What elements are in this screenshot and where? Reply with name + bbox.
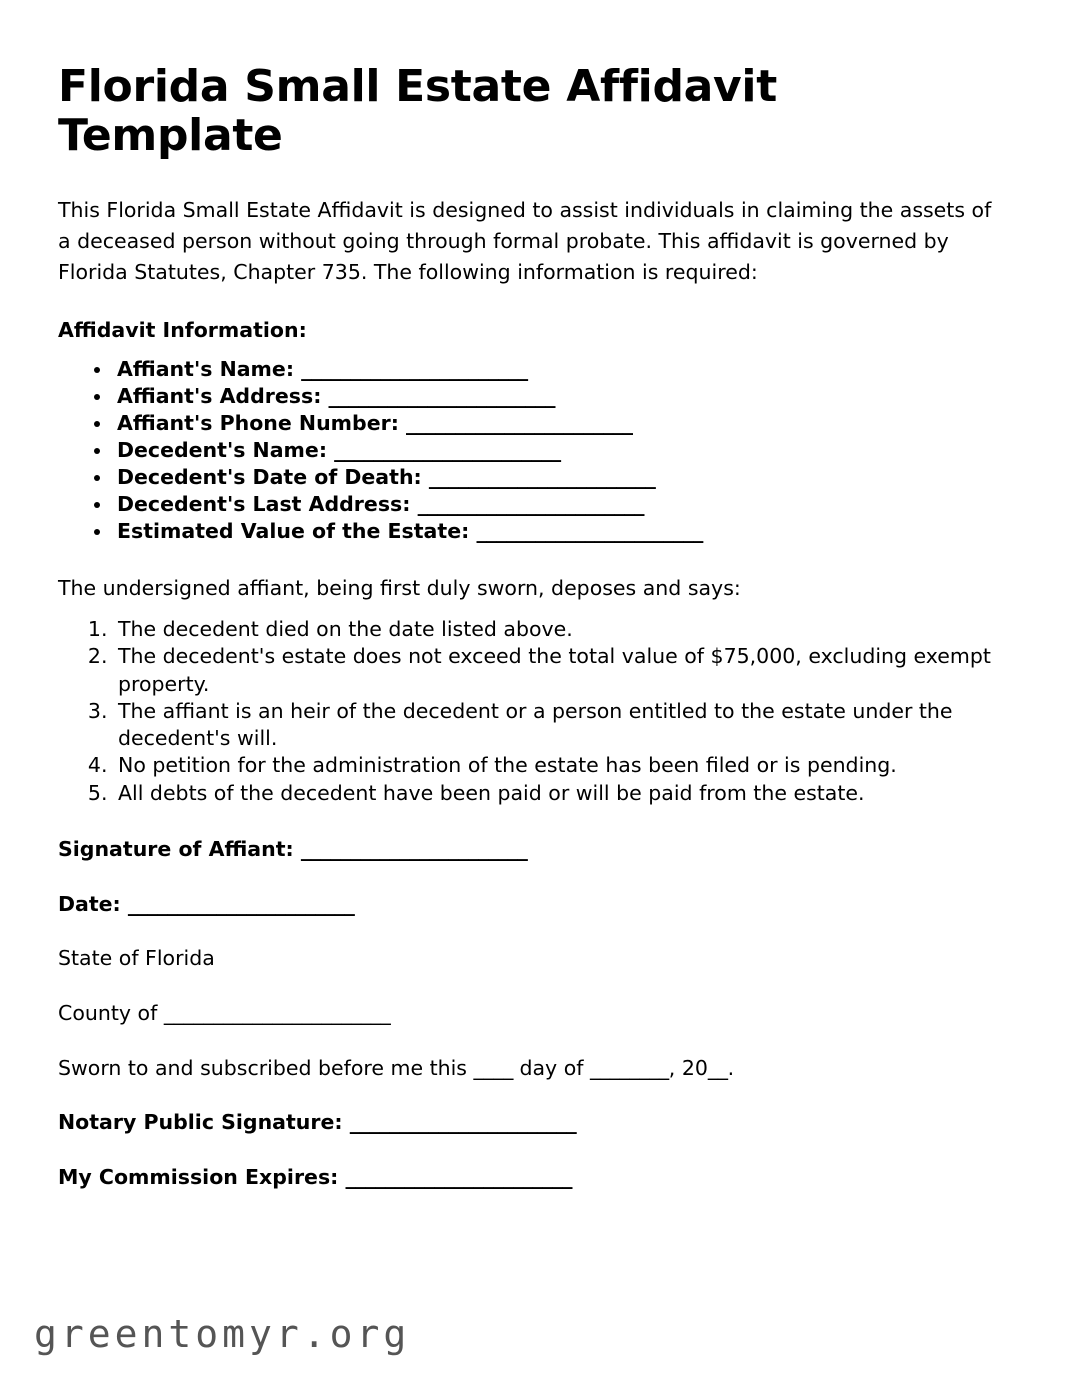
notary-signature-label: Notary Public Signature: xyxy=(58,1110,343,1135)
footer-watermark: greentomyr.org xyxy=(34,1312,411,1356)
county-line xyxy=(58,999,1007,1028)
sworn-subscribed-line xyxy=(58,1054,1007,1083)
list-item: 4. No petition for the administration of the estate has been filed or is pending. xyxy=(114,752,1007,779)
list-item xyxy=(113,491,1007,518)
field-label: Estimated Value of the Estate: xyxy=(117,519,470,544)
field-blank[interactable]: _______________________ xyxy=(476,519,703,544)
field-blank[interactable]: _______________________ xyxy=(428,465,656,490)
field-label: Decedent's Date of Death: xyxy=(117,465,422,490)
field-label: Affiant's Name: xyxy=(117,357,295,381)
affiant-signature-line xyxy=(58,835,1007,864)
affidavit-information-heading: Affidavit Information: xyxy=(58,318,307,342)
notary-signature-blank[interactable]: _______________________ xyxy=(349,1110,577,1135)
sworn-day-blank[interactable]: ____ xyxy=(473,1055,513,1080)
notary-signature-line xyxy=(58,1108,1007,1137)
list-item xyxy=(113,464,1007,491)
state-line: State of Florida xyxy=(58,946,215,971)
commission-expires-label: My Commission Expires: xyxy=(58,1164,339,1189)
affidavit-information-list xyxy=(58,356,1007,545)
sworn-year-blank[interactable]: __ xyxy=(707,1055,728,1080)
date-line xyxy=(58,890,1007,919)
date-label: Date: xyxy=(58,891,121,916)
list-item xyxy=(113,410,1007,437)
list-item xyxy=(113,437,1007,464)
sworn-statements-list xyxy=(58,616,1007,807)
list-item xyxy=(113,356,1007,383)
field-blank[interactable]: _______________________ xyxy=(334,438,561,463)
county-label: County of xyxy=(58,1000,158,1025)
page-title: Florida Small Estate Affidavit Template xyxy=(58,61,777,162)
sworn-prefix-text: Sworn to and subscribed before me this xyxy=(58,1055,467,1080)
affiant-signature-blank[interactable]: _______________________ xyxy=(300,836,528,861)
sworn-middle-text: day of xyxy=(519,1055,584,1080)
field-label: Affiant's Phone Number: xyxy=(117,411,399,436)
field-blank[interactable]: _______________________ xyxy=(301,357,528,381)
intro-paragraph: This Florida Small Estate Affidavit is designed to assist individuals in claiming the assets of a deceased person without going through formal probate. This affidavit is governed by Florida Statutes, Chapter 735. The following information is required: xyxy=(58,197,992,284)
sworn-intro-paragraph: The undersigned affiant, being first duly sworn, deposes and says: xyxy=(58,576,741,601)
sworn-month-blank[interactable]: ________ xyxy=(589,1055,669,1080)
list-item: 1. The decedent died on the date listed above. xyxy=(114,616,1007,643)
county-blank[interactable]: _______________________ xyxy=(163,1000,391,1025)
list-item xyxy=(113,383,1007,410)
list-item: 5. All debts of the decedent have been paid or will be paid from the estate. xyxy=(114,780,1007,807)
field-label: Decedent's Name: xyxy=(117,438,328,463)
date-blank[interactable]: _______________________ xyxy=(127,891,355,916)
affiant-signature-label: Signature of Affiant: xyxy=(58,836,294,861)
field-label: Affiant's Address: xyxy=(117,384,322,409)
commission-expires-blank[interactable]: _______________________ xyxy=(345,1164,573,1189)
field-blank[interactable]: _______________________ xyxy=(406,411,633,436)
field-blank[interactable]: _______________________ xyxy=(417,492,645,517)
field-blank[interactable]: _______________________ xyxy=(328,384,556,409)
sworn-period: . xyxy=(727,1055,735,1080)
commission-expires-line xyxy=(58,1163,1007,1192)
list-item xyxy=(113,518,1007,545)
list-item: 2. The decedent's estate does not exceed the total value of $75,000, excluding exempt property. xyxy=(114,643,1007,698)
list-item: 3. The affiant is an heir of the decedent or a person entitled to the estate under the decedent's will. xyxy=(114,698,1007,753)
field-label: Decedent's Last Address: xyxy=(117,492,411,517)
sworn-year-prefix: , 20 xyxy=(668,1055,708,1080)
